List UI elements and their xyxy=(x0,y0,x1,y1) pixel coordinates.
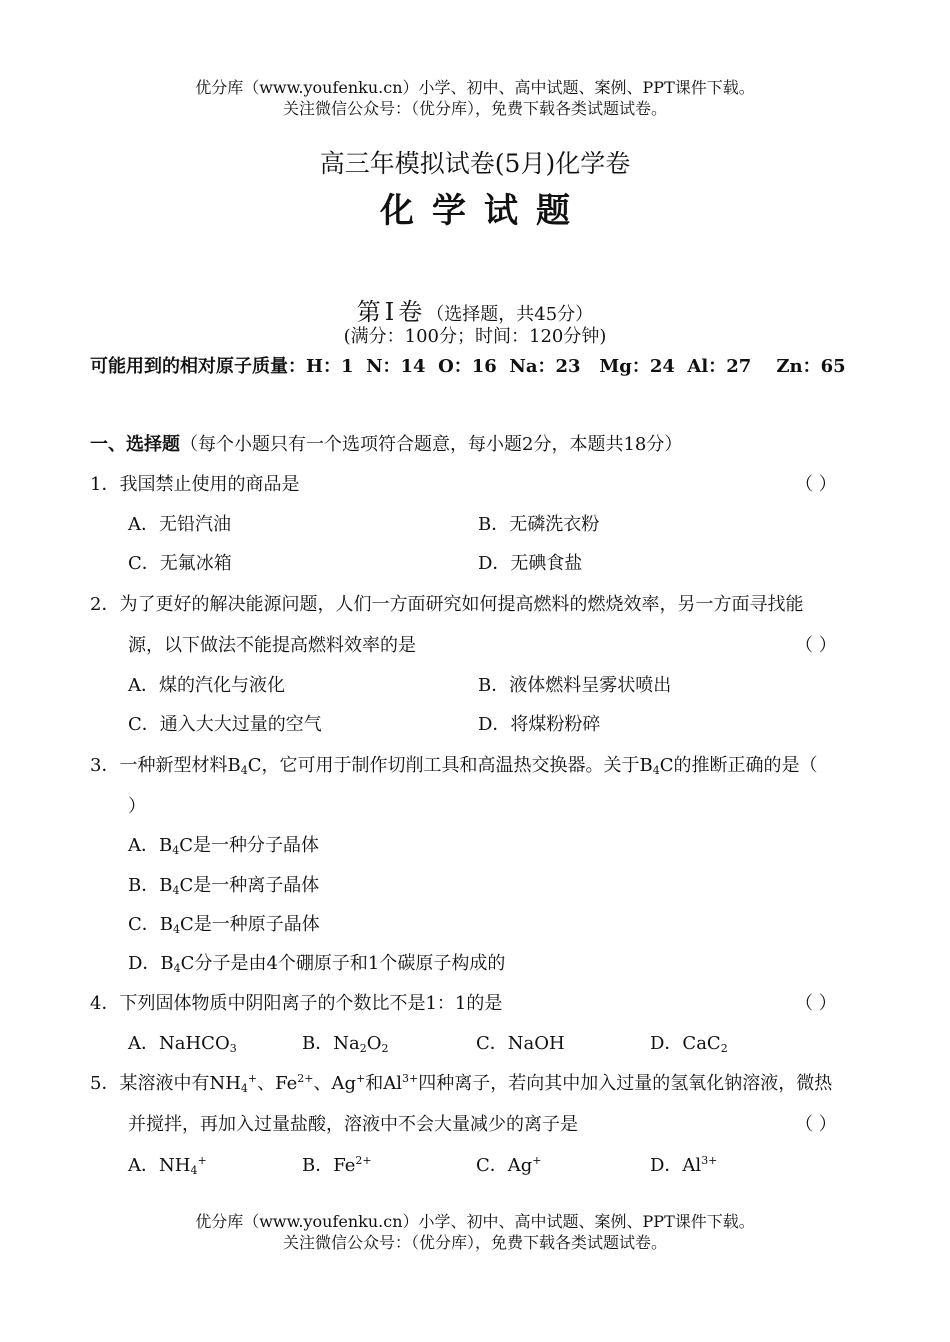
question-text: 我国禁止使用的商品是 xyxy=(119,474,300,495)
option-3b xyxy=(128,871,319,897)
option-3c xyxy=(128,910,320,936)
option-label: C．B xyxy=(128,914,173,935)
answer-blank-4[interactable]: （ ） xyxy=(795,993,837,1014)
question-text: 为了更好的解决能源问题，人们一方面研究如何提高燃料的燃烧效率，另一方面寻找能 xyxy=(119,594,804,615)
option-4b xyxy=(302,1029,388,1055)
superscript: 3+ xyxy=(402,1072,419,1085)
option-label: B．Fe xyxy=(302,1155,356,1176)
option-label: A．NH xyxy=(128,1155,191,1176)
superscript: + xyxy=(247,1072,258,1085)
option-label: D．Al xyxy=(650,1155,702,1176)
subscript: 4 xyxy=(240,1082,248,1095)
option-2c: C．通入大大过量的空气 xyxy=(128,714,322,735)
footer-line-1: 优分库（www.youfenku.cn）小学、初中、高中试题、案例、PPT课件下载。 xyxy=(195,1212,755,1231)
option-label: D．B xyxy=(128,953,174,974)
superscript: 2+ xyxy=(355,1154,372,1167)
question-number: 1． xyxy=(90,474,120,495)
superscript: + xyxy=(356,1072,366,1085)
option-5a xyxy=(128,1151,207,1177)
option-2d: D．将煤粉粉碎 xyxy=(478,714,601,735)
subscript: 4 xyxy=(173,962,181,975)
option-text: C是一种原子晶体 xyxy=(180,914,320,935)
question-number: 3． xyxy=(90,755,120,776)
volume-note: （选择题，共45分） xyxy=(426,304,594,325)
option-5c xyxy=(476,1151,542,1177)
answer-blank-1[interactable]: （ ） xyxy=(795,474,837,495)
superscript: + xyxy=(532,1154,542,1167)
question-2-line-2: 源，以下做法不能提高燃料效率的是 xyxy=(128,635,416,656)
volume-label: 第Ⅰ卷 xyxy=(356,298,427,326)
option-label: D．CaC xyxy=(650,1033,721,1054)
header-line-2: 关注微信公众号：（优分库），免费下载各类试题试卷。 xyxy=(282,99,667,118)
option-label: C．Ag xyxy=(476,1155,533,1176)
option-label: B．Na xyxy=(302,1033,360,1054)
option-text: C分子是由4个硼原子和1个碳原子构成的 xyxy=(180,953,506,974)
subscript: 4 xyxy=(173,923,180,936)
subscript: 4 xyxy=(652,764,660,777)
option-label: B．B xyxy=(128,875,173,896)
subscript: 4 xyxy=(240,764,248,777)
option-1d: D．无碘食盐 xyxy=(478,553,583,574)
question-3 xyxy=(90,751,817,777)
answer-blank-2[interactable]: （ ） xyxy=(795,635,837,656)
option-text: O xyxy=(366,1033,382,1054)
subscript: 4 xyxy=(172,844,180,857)
answer-blank-5[interactable]: （ ） xyxy=(795,1114,837,1135)
option-4d xyxy=(650,1029,728,1055)
question-text: 四种离子，若向其中加入过量的氢氧化钠溶液，微热 xyxy=(418,1073,833,1094)
question-text: 一种新型材料B xyxy=(119,755,241,776)
option-1c: C．无氟冰箱 xyxy=(128,553,232,574)
subscript: 2 xyxy=(359,1042,367,1055)
question-5 xyxy=(90,1069,832,1095)
superscript: 2+ xyxy=(297,1072,314,1085)
subscript: 4 xyxy=(172,884,180,897)
part1-title: 一、选择题 xyxy=(90,434,180,455)
question-3-line-2: ） xyxy=(128,796,146,817)
question-2 xyxy=(90,590,803,616)
option-2b: B．液体燃料呈雾状喷出 xyxy=(478,675,672,696)
atomic-masses-values: H：1 N：14 O：16 Na：23 Mg：24 Al：27 Zn：65 xyxy=(306,356,846,377)
question-text: 和Al xyxy=(365,1073,403,1094)
option-4c: C．NaOH xyxy=(476,1033,565,1054)
footer-line-2: 关注微信公众号：（优分库），免费下载各类试题试卷。 xyxy=(282,1233,667,1252)
subscript: 2 xyxy=(720,1042,728,1055)
option-4a xyxy=(128,1029,237,1055)
question-text: 某溶液中有NH xyxy=(119,1073,241,1094)
question-text: 、Ag xyxy=(313,1073,357,1094)
question-number: 4． xyxy=(90,993,120,1014)
question-text: C，它可用于制作切削工具和高温热交换器。关于B xyxy=(247,755,653,776)
exam-subtitle: 高三年模拟试卷(5月)化学卷 xyxy=(319,149,631,178)
header-line-1: 优分库（www.youfenku.cn）小学、初中、高中试题、案例、PPT课件下载。 xyxy=(195,78,755,97)
question-1 xyxy=(90,470,299,496)
superscript: 3+ xyxy=(701,1154,718,1167)
atomic-masses-label: 可能用到的相对原子质量： xyxy=(90,356,306,377)
option-5b xyxy=(302,1151,372,1177)
question-number: 2． xyxy=(90,594,120,615)
subscript: 4 xyxy=(190,1164,198,1177)
subscript: 3 xyxy=(229,1042,237,1055)
option-label: A．NaHCO xyxy=(128,1033,230,1054)
question-text: 、Fe xyxy=(257,1073,298,1094)
question-number: 5． xyxy=(90,1073,120,1094)
atomic-masses xyxy=(90,352,846,378)
option-5d xyxy=(650,1151,717,1177)
option-label: A．B xyxy=(128,835,173,856)
option-1a: A．无铅汽油 xyxy=(128,514,231,535)
exam-title: 化学试题 xyxy=(380,191,588,231)
option-3a xyxy=(128,831,319,857)
subscript: 2 xyxy=(381,1042,389,1055)
part1-note: （每个小题只有一个选项符合题意，每小题2分，本题共18分） xyxy=(180,434,683,455)
part1-heading xyxy=(90,430,682,456)
option-3d xyxy=(128,949,505,975)
question-5-line-2: 并搅拌，再加入过量盐酸，溶液中不会大量减少的离子是 xyxy=(128,1114,578,1135)
option-text: C是一种分子晶体 xyxy=(179,835,320,856)
option-text: C是一种离子晶体 xyxy=(179,875,320,896)
superscript: + xyxy=(197,1154,207,1167)
question-4 xyxy=(90,989,502,1015)
question-text: C的推断正确的是（ xyxy=(659,755,818,776)
score-time: (满分：100分；时间：120分钟) xyxy=(343,326,607,347)
question-text: 下列固体物质中阴阳离子的个数比不是1：1的是 xyxy=(119,993,503,1014)
option-1b: B．无磷洗衣粉 xyxy=(478,514,600,535)
option-2a: A．煤的汽化与液化 xyxy=(128,675,285,696)
